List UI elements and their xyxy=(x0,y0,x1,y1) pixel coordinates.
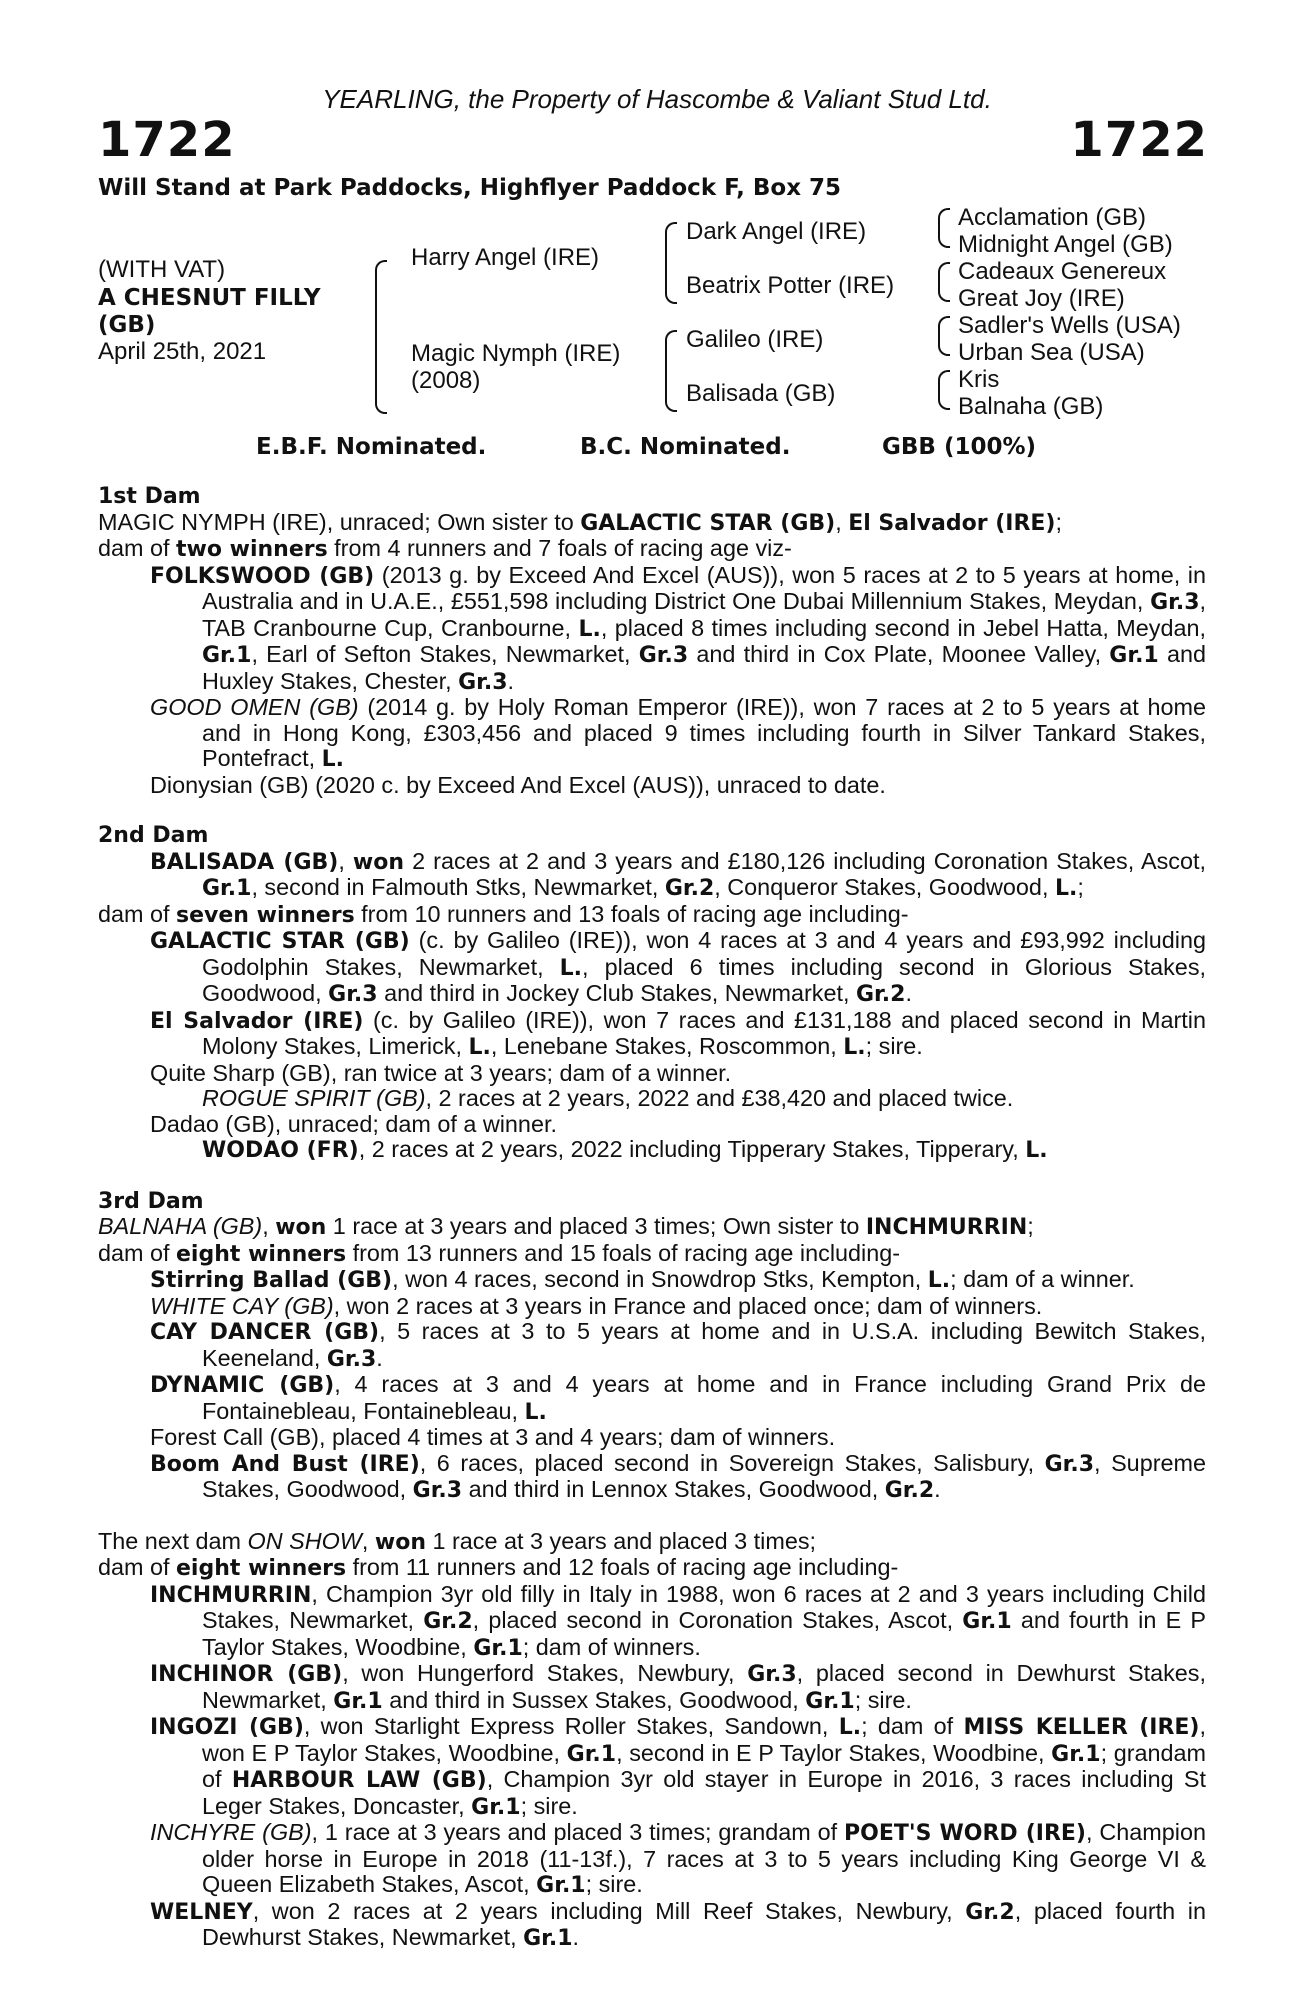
pedigree-ssd: Midnight Angel (GB) xyxy=(958,231,1173,258)
catalogue-body: 1st Dam MAGIC NYMPH (IRE), unraced; Own sister to GALACTIC STAR (GB), El Salvador (IRE); dam of two winners from 4 runners and 7 foals of racing age viz- FOLKSWOOD (GB) (2013 g. by Exceed And Excel (AUS)), won 5 races at 2 to 5 years at home, in Australia and in U.A.E., £551,598 including District One Dubai Millennium Stakes, Meydan, Gr.3, TAB Cranbourne Cup, Cranbourne, L., placed 8 times including second in Jebel Hatta, Meydan, Gr.1, Earl of Sefton Stakes, Newmarket, Gr.3 and third in Cox Plate, Moonee Valley, Gr.1 and Huxley Stakes, Chester, Gr.3. GOOD OMEN (GB) (2014 g. by Holy Roman Emperor (IRE)), won 7 races at 2 to 5 years at home and in Hong Kong, £303,456 and placed 9 times including fourth in Silver Tankard Stakes, Pontefract, L. Dionysian (GB) (2020 c. by Exceed And Excel (AUS)), unraced to date. 2nd Dam BALISADA (GB), won 2 races at 2 and 3 years and £180,126 including Coronation Stakes, Ascot, Gr.1, second in Falmouth Stks, Newmarket, Gr.2, Conqueror Stakes, Goodwood, L.; dam of seven winners from 10 runners and 13 foals of racing age including- GALACTIC STAR (GB) (c. by Galileo (IRE)), won 4 races at 3 and 4 years and £93,992 including Godolphin Stakes, Newmarket, L., placed 6 times including second in Glorious Stakes, Goodwood, Gr.3 and third in Jockey Club Stakes, Newmarket, Gr.2. El Salvador (IRE) (c. by Galileo (IRE)), won 7 races and £131,188 and placed second in Martin Molony Stakes, Limerick, L., Lenebane Stakes, Roscommon, L.; sire. Quite Sharp (GB), ran twice at 3 years; dam of a winner. ROGUE SPIRIT (GB), 2 races at 2 years, 2022 and £38,420 and placed twice. Dadao (GB), unraced; dam of a winner. WODAO (FR), 2 races at 2 years, 2022 including Tipperary Stakes, Tipperary, L. 3rd Dam BALNAHA (GB), won 1 race at 3 years and placed 3 times; Own sister to INCHMURRIN; dam of eight winners from 13 runners and 15 foals of racing age including- Stirring Ballad (GB), won 4 races, second in Snowdrop Stks, Kempton, L.; dam of a winner. WHITE CAY (GB), won 2 races at 3 years in France and placed once; dam of winners. CAY DANCER (GB), 5 races at 3 to 5 years at home and in U.S.A. including Bewitch Stakes, Keeneland, Gr.3. DYNAMIC (GB), 4 races at 3 and 4 years at home and in France including Grand Prix de Fontainebleau, Fontainebleau, L. Forest Call (GB), placed 4 times at 3 and 4 years; dam of winners. Boom And Bust (IRE), 6 races, placed second in Sovereign Stakes, Salisbury, Gr.3, Supreme Stakes, Goodwood, Gr.3 and third in Lennox Stakes, Goodwood, Gr.2. The next dam ON SHOW, won 1 race at 3 years and placed 3 times; dam of eight winners from 11 runners and 12 foals of racing age including- INCHMURRIN, Champion 3yr old filly in Italy in 1988, won 6 races at 2 and 3 years including Child Stakes, Newmarket, Gr.2, placed second in Coronation Stakes, Ascot, Gr.1 and fourth in E P Taylor Stakes, Woodbine, Gr.1; dam of winners. INCHINOR (GB), won Hungerford Stakes, Newbury, Gr.3, placed second in Dewhurst Stakes, Newmarket, Gr.1 and third in Sussex Stakes, Goodwood, Gr.1; sire. INGOZI (GB), won Starlight Express Roller Stakes, Sandown, L.; dam of MISS KELLER (IRE), won E P Taylor Stakes, Woodbine, Gr.1, second in E P Taylor Stakes, Woodbine, Gr.1; grandam of HARBOUR LAW (GB), Champion 3yr old stayer in Europe in 2016, 3 races including St Leger Stakes, Doncaster, Gr.1; sire. INCHYRE (GB), 1 race at 3 years and placed 3 times; grandam of POET'S WORD (IRE), Champion older horse in Europe in 2018 (11-13f.), 7 races at 3 to 5 years including King George VI & Queen Elizabeth Stakes, Ascot, Gr.1; sire. WELNEY, won 2 races at 2 years including Mill Reef Stakes, Newbury, Gr.2, placed fourth in Dewhurst Stakes, Newmarket, Gr.1. xyxy=(98,484,1207,1951)
lot-number-left: 1722 xyxy=(98,112,236,168)
second-dam-heading: 2nd Dam xyxy=(98,823,209,848)
pedigree-brace-3a xyxy=(938,208,950,248)
pedigree-brace-3b xyxy=(938,262,950,302)
pedigree-dss: Sadler's Wells (USA) xyxy=(958,312,1181,339)
horse-country: (GB) xyxy=(98,312,156,338)
ebf-nomination: E.B.F. Nominated. xyxy=(256,434,487,460)
second-dam-para: BALISADA (GB), won 2 races at 2 and 3 years and £180,126 including Coronation Stakes, Ascot, Gr.1, second in Falmouth Stks, Newmarket, Gr.2, Conqueror Stakes, Goodwood, L.; xyxy=(150,847,1206,901)
pedigree-sire: Harry Angel (IRE) xyxy=(411,244,600,271)
pedigree-sire-sire: Dark Angel (IRE) xyxy=(686,218,867,245)
pedigree-sire-dam: Beatrix Potter (IRE) xyxy=(686,272,895,299)
lot-number-right: 1722 xyxy=(1070,112,1208,168)
first-dam-heading: 1st Dam xyxy=(98,484,201,509)
produce-good-omen: GOOD OMEN (GB) (2014 g. by Holy Roman Emperor (IRE)), won 7 races at 2 to 5 years at home and in Hong Kong, £303,456 and placed 9 times including fourth in Silver Tankard Stakes, Pontefract, L. xyxy=(150,694,1206,772)
produce-galactic-star: GALACTIC STAR (GB) (c. by Galileo (IRE)), won 4 races at 3 and 4 years and £93,992 including Godolphin Stakes, Newmarket, L., placed 6 times including second in Glorious Stakes, Goodwood, Gr.3 and third in Jockey Club Stakes, Newmarket, Gr.2. xyxy=(150,927,1207,1007)
pedigree-brace-3c xyxy=(938,316,950,356)
pedigree-dsd: Urban Sea (USA) xyxy=(958,339,1145,366)
pedigree-dam-year: (2008) xyxy=(411,367,481,394)
gbb-note: GBB (100%) xyxy=(882,434,1037,460)
pedigree-brace-3d xyxy=(938,370,950,410)
first-dam-para: MAGIC NYMPH (IRE), unraced; Own sister to GALACTIC STAR (GB), El Salvador (IRE); xyxy=(98,508,1062,536)
pedigree-sss: Acclamation (GB) xyxy=(958,204,1147,231)
pedigree-dam: Magic Nymph (IRE) xyxy=(411,340,621,367)
bc-nomination: B.C. Nominated. xyxy=(580,434,791,460)
horse-name: A CHESNUT FILLY xyxy=(98,285,321,311)
stand-location: Will Stand at Park Paddocks, Highflyer Paddock F, Box 75 xyxy=(98,175,842,201)
pedigree-sdd: Great Joy (IRE) xyxy=(958,285,1125,312)
pedigree-dds: Kris xyxy=(958,366,1000,393)
third-dam-para: BALNAHA (GB), won 1 race at 3 years and placed 3 times; Own sister to INCHMURRIN; xyxy=(98,1213,1034,1240)
pedigree-sds: Cadeaux Genereux xyxy=(958,258,1167,285)
pedigree-brace-2b xyxy=(665,330,677,412)
vat-note: (WITH VAT) xyxy=(98,256,226,283)
third-dam-heading: 3rd Dam xyxy=(98,1188,204,1214)
horse-dob: April 25th, 2021 xyxy=(98,338,267,365)
next-dam-para: The next dam ON SHOW, won 1 race at 3 years and placed 3 times; xyxy=(98,1527,817,1555)
produce-folkswood: FOLKSWOOD (GB) (2013 g. by Exceed And Excel (AUS)), won 5 races at 2 to 5 years at home, in Australia and in U.A.E., £551,598 including District One Dubai Millennium Stakes, Meydan, Gr.3, TAB Cranbourne Cup, Cranbourne, L., placed 8 times including second in Jebel Hatta, Meydan, Gr.1, Earl of Sefton Stakes, Newmarket, Gr.3 and third in Cox Plate, Moonee Valley, Gr.1 and Huxley Stakes, Chester, Gr.3. xyxy=(150,561,1206,695)
sale-header: YEARLING, the Property of Hascombe & Valiant Stud Ltd. xyxy=(322,84,992,114)
pedigree-dam-dam: Balisada (GB) xyxy=(686,380,836,407)
pedigree-dam-sire: Galileo (IRE) xyxy=(686,326,824,353)
pedigree-brace-2a xyxy=(665,222,677,304)
produce-el-salvador: El Salvador (IRE) (c. by Galileo (IRE)), won 7 races and £131,188 and placed second in Martin Molony Stakes, Limerick, L., Lenebane Stakes, Roscommon, L.; sire. xyxy=(150,1006,1206,1060)
pedigree-ddd: Balnaha (GB) xyxy=(958,393,1104,420)
produce-dionysian: Dionysian (GB) (2020 c. by Exceed And Excel (AUS)), unraced to date. xyxy=(150,771,886,798)
pedigree-brace-1 xyxy=(375,260,387,414)
